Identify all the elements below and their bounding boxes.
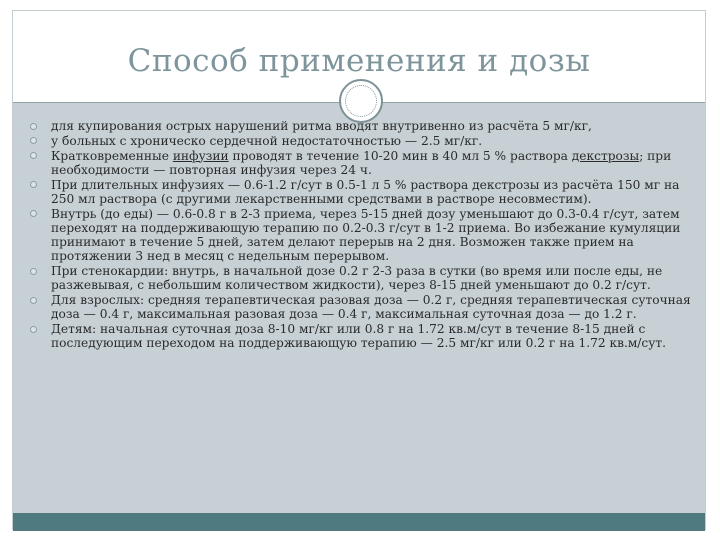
bullet-icon: [30, 181, 37, 188]
dextrose-link[interactable]: декстрозы: [571, 148, 640, 163]
bullet-icon: [30, 297, 37, 304]
list-item: [23, 207, 695, 264]
bullet-icon: [30, 152, 37, 159]
slide-title: Способ применения и дозы: [127, 43, 591, 79]
bullet-icon: [30, 268, 37, 275]
list-item: [23, 178, 695, 206]
item-text: При стенокардии: внутрь, в начальной дозе 0.2 г 2-3 раза в сутки (во время или после еды, не разжевывая, с небольшим количеством жидкости), через 8-15 дней уменьшают до 0.2 г/сут.: [51, 264, 663, 293]
footer-stripe: [13, 513, 705, 531]
list-item: [23, 134, 695, 148]
list-item: [23, 264, 695, 292]
bullet-icon: [30, 137, 37, 144]
list-item: [23, 119, 695, 133]
item-text: Внутрь (до еды) — 0.6-0.8 г в 2-3 приема, через 5-15 дней дозу уменьшают до 0.3-0.4 г/сут, затем переходят на поддерживающую терапию по 0.2-0.3 г/сут в 1-2 приема. Во избежание кумуляции принимают в течение 5 дней, затем делают перерыв на 2 дня. Возможен также прием на протяжении 3 нед в месяц с недельным перерывом.: [51, 206, 681, 264]
bullet-icon: [30, 210, 37, 217]
list-item: [23, 293, 695, 321]
circle-ornament-inner: [345, 85, 377, 117]
slide: [12, 10, 706, 530]
item-text: При длительных инфузиях — 0.6-1.2 г/сут в 0.5-1 л 5 % раствора декстрозы из расчёта 150 мг на 250 мл раствора (с другими лекарственными средствами в растворе несовместим).: [51, 177, 680, 206]
item-text: для купирования острых нарушений ритма вводят внутривенно из расчёта 5 мг/кг,: [51, 119, 592, 133]
list-item: [23, 149, 695, 177]
infusion-link[interactable]: инфузии: [172, 148, 229, 163]
item-text: Детям: начальная суточная доза 8-10 мг/кг или 0.8 г на 1.72 кв.м/сут в течение 8-15 дней с последующим переходом на поддерживающую терапию — 2.5 мг/кг или 0.2 г на 1.72 кв.м/сут.: [51, 322, 667, 351]
item-text: ; при необходимости — повторная инфузия через 24 ч.: [51, 148, 672, 177]
circle-ornament-icon: [339, 79, 383, 123]
item-text: у больных с хроническо сердечной недостаточностью — 2.5 мг/кг.: [51, 133, 483, 148]
item-text: Кратковременные: [51, 148, 173, 163]
bullet-icon: [30, 326, 37, 333]
bullet-icon: [30, 123, 37, 130]
list-item: [23, 322, 695, 350]
dosage-list: [23, 119, 695, 351]
item-text: проводят в течение 10-20 мин в 40 мл 5 % раствора: [228, 148, 572, 163]
item-text: Для взрослых: средняя терапевтическая разовая доза — 0.2 г, средняя терапевтическая суточная доза — 0.4 г, максимальная разовая доза — 0.4 г, максимальная суточная доза — до 1.2 г.: [51, 293, 691, 322]
